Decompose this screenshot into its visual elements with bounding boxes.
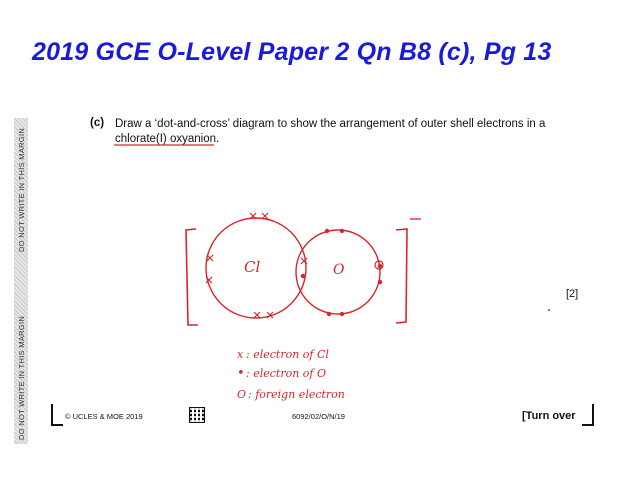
o-electron-dot [327, 312, 331, 316]
corner-mark-right [582, 404, 594, 426]
margin-text-upper: DO NOT WRITE IN THIS MARGIN [17, 127, 26, 252]
o-electron-dot [301, 274, 305, 278]
left-bracket [186, 229, 198, 325]
question-label: (c) [90, 117, 105, 129]
o-electron-dot [325, 229, 329, 233]
cl-electron-cross [262, 213, 268, 219]
cl-electron-cross [207, 255, 213, 261]
o-electron-dot [340, 312, 344, 316]
o-electron-dot [340, 229, 344, 233]
barcode-icon [190, 408, 204, 422]
footer-paper-code: 6092/02/O/N/19 [292, 412, 345, 421]
cl-electron-cross [254, 312, 260, 318]
margin-text-lower: DO NOT WRITE IN THIS MARGIN [17, 315, 26, 440]
o-electron-dot [378, 280, 382, 284]
marks-allocation: [2] [566, 288, 579, 300]
key-text-cross: : electron of Cl [246, 348, 329, 361]
corner-mark-left [51, 404, 63, 426]
key-text-foreign: : foreign electron [248, 388, 345, 401]
page-banner-title: 2019 GCE O-Level Paper 2 Qn B8 (c), Pg 13 [32, 38, 552, 66]
cl-label: Cl [244, 258, 261, 276]
stray-mark [548, 309, 550, 311]
right-bracket [396, 229, 407, 323]
key-text-dot: : electron of O [246, 367, 326, 380]
o-label: O [333, 262, 345, 278]
key-symbol-foreign: O [237, 388, 247, 401]
footer-copyright: © UCLES & MOE 2019 [65, 412, 143, 421]
key-symbol-cross: x [237, 348, 244, 361]
footer-turn-over: [Turn over [522, 410, 576, 422]
key-symbol-dot: • [237, 366, 245, 381]
question-text: Draw a ‘dot-and-cross’ diagram to show the arrangement of outer shell electrons in a chlorate(I) oxyanion. [115, 118, 546, 145]
